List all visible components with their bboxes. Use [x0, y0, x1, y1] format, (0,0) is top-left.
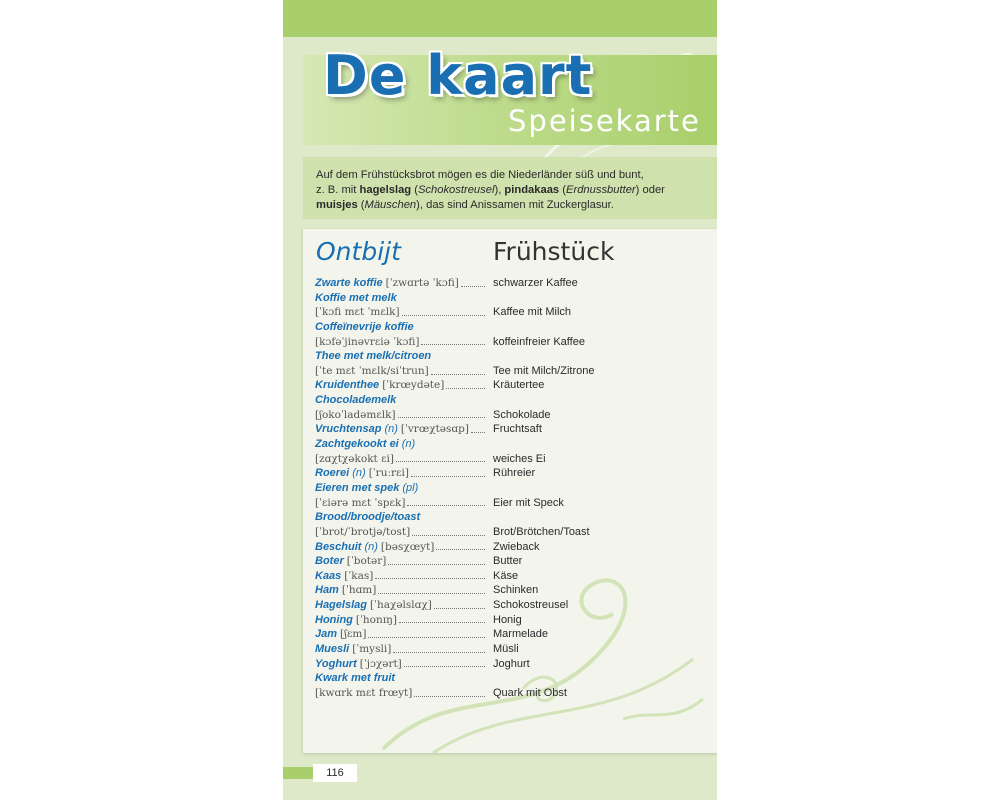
menu-row — [315, 554, 715, 569]
menu-row — [315, 466, 715, 481]
menu-row — [315, 613, 715, 628]
menu-row — [315, 642, 715, 657]
menu-row-term — [315, 583, 487, 598]
dutch-term: Beschuit — [315, 540, 362, 553]
menu-row-term — [315, 627, 487, 642]
dutch-term: Ham — [315, 584, 339, 597]
menu-row-term — [315, 540, 487, 555]
german-translation: Honig — [493, 613, 522, 626]
menu-row — [315, 452, 715, 467]
german-translation: Eier mit Speck — [493, 496, 564, 509]
pronunciation: [ˈbotər] — [346, 555, 387, 568]
dutch-term: Chocolademelk — [315, 394, 397, 407]
menu-row-term — [315, 408, 487, 423]
menu-row — [315, 569, 715, 584]
german-translation: Schokolade — [493, 408, 551, 421]
menu-row-term — [315, 364, 487, 379]
section-heading-nl: Ontbijt — [316, 237, 401, 266]
menu-row-term — [315, 335, 487, 350]
german-translation: koffeinfreier Kaffee — [493, 335, 585, 348]
menu-row — [315, 335, 715, 350]
pronunciation: [ˈruːrɛi] — [368, 467, 409, 480]
dot-leader — [446, 378, 485, 389]
grammar-tag: (pl) — [402, 481, 419, 494]
pronunciation: [ˈzwɑrtə ˈkɔfi] — [385, 277, 459, 289]
menu-row — [315, 496, 715, 511]
german-translation: Rühreier — [493, 467, 536, 480]
pronunciation: [zɑχtχəkokt ɛi] — [315, 452, 395, 465]
german-translation: Käse — [493, 569, 519, 582]
footer-green-bar — [283, 767, 313, 779]
german-translation: Quark mit Obst — [493, 686, 567, 699]
menu-panel — [303, 229, 717, 753]
menu-row — [315, 671, 715, 686]
dutch-term: Boter — [315, 555, 344, 568]
pronunciation: [ˈbrot/ˈbrotjə/tost] — [315, 525, 411, 538]
dutch-term: Kaas — [315, 569, 342, 582]
menu-row — [315, 437, 715, 452]
menu-row-term — [315, 569, 487, 584]
menu-row-term — [315, 452, 487, 467]
menu-row-term — [315, 320, 487, 335]
menu-row-term — [315, 642, 487, 657]
german-translation: Joghurt — [493, 657, 530, 670]
dutch-term: Hagelslag — [315, 599, 367, 612]
grammar-tag: (n) — [384, 423, 398, 436]
dutch-term: Eieren met spek — [315, 481, 400, 494]
pronunciation: [ˈɛiərə mɛt ˈspɛk] — [315, 496, 406, 509]
german-translation: Zwieback — [493, 540, 540, 553]
page-title: De kaart — [323, 44, 593, 107]
menu-row — [315, 598, 715, 613]
menu-row — [315, 627, 715, 642]
dot-leader — [461, 276, 485, 287]
dot-leader — [411, 466, 485, 477]
grammar-tag: (n) — [364, 540, 378, 553]
menu-row — [315, 540, 715, 555]
menu-row — [315, 276, 715, 291]
menu-row-term — [315, 437, 487, 452]
pronunciation: [ˈhaχəlslɑχ] — [369, 599, 432, 612]
menu-row-term — [315, 657, 487, 672]
menu-row-term — [315, 686, 487, 701]
german-translation: Butter — [493, 555, 523, 568]
pronunciation: [ˈte mɛt ˈmɛlk/siˈtrun] — [315, 364, 429, 377]
pronunciation: [ˈvrœχtəsɑp] — [400, 423, 469, 436]
menu-row — [315, 481, 715, 496]
menu-row-term — [315, 671, 487, 686]
dutch-term: Yoghurt — [315, 657, 357, 670]
menu-row — [315, 378, 715, 393]
menu-row — [315, 422, 715, 437]
menu-row-term — [315, 378, 487, 393]
menu-row-term — [315, 305, 487, 320]
dot-leader — [431, 364, 485, 375]
pronunciation: [ˈkɔfi mɛt ˈmɛlk] — [315, 306, 400, 319]
menu-row-term — [315, 291, 487, 306]
menu-row — [315, 291, 715, 306]
intro-text: Auf dem Frühstücksbrot mögen es die Niederländer süß und bunt, z. B. mit hagelslag (Schokostreusel), pindakaas (Erdnussbutter) oder muisjes (Mäuschen), das sind Anissamen mit Zuckerglasur. — [316, 169, 665, 211]
menu-row-term — [315, 496, 487, 511]
dutch-term: Honing — [315, 613, 353, 626]
dot-leader — [393, 642, 485, 653]
dutch-term: Coffeïnevrije koffie — [315, 320, 414, 333]
menu-row-term — [315, 525, 487, 540]
german-translation: Marmelade — [493, 628, 549, 641]
dutch-term: Roerei — [315, 467, 350, 480]
dot-leader — [436, 540, 485, 551]
pronunciation: [ˈhɑm] — [341, 584, 377, 597]
dot-leader — [402, 305, 485, 316]
dutch-term: Kwark met fruit — [315, 672, 396, 685]
pronunciation: [kɔfəˈjinəvrɛiə ˈkɔfi] — [315, 335, 420, 348]
dutch-term: Kruidenthee — [315, 379, 380, 392]
dot-leader — [368, 627, 485, 638]
dot-leader — [398, 408, 485, 419]
top-green-bar — [283, 0, 717, 37]
pronunciation: [ˈhonɪŋ] — [355, 613, 397, 626]
pronunciation: [ˈkas] — [344, 569, 374, 582]
menu-row-term — [315, 349, 487, 364]
dutch-term: Koffie met melk — [315, 291, 397, 304]
section-heading-de: Frühstück — [493, 237, 615, 266]
dot-leader — [375, 569, 485, 580]
pronunciation: [ˈmysli] — [352, 643, 392, 656]
page-subtitle: Speisekarte — [508, 104, 701, 138]
pronunciation: [ʃɛm] — [340, 628, 367, 641]
dot-leader — [404, 657, 485, 668]
grammar-tag: (n) — [401, 438, 416, 451]
menu-row — [315, 305, 715, 320]
dutch-term: Zwarte koffie — [315, 277, 383, 289]
menu-row — [315, 349, 715, 364]
dot-leader — [396, 452, 485, 463]
german-translation: Fruchtsaft — [493, 423, 542, 436]
menu-row — [315, 364, 715, 379]
menu-row-term — [315, 393, 487, 408]
dutch-term: Brood/broodje/toast — [315, 511, 421, 524]
intro-box — [303, 157, 717, 219]
dutch-term: Muesli — [315, 643, 350, 656]
menu-row — [315, 583, 715, 598]
dot-leader — [388, 554, 485, 565]
dot-leader — [399, 613, 485, 624]
menu-row — [315, 525, 715, 540]
dutch-term: Thee met melk/citroen — [315, 350, 432, 363]
menu-row-term — [315, 598, 487, 613]
german-translation: Kräutertee — [493, 379, 545, 392]
dutch-term: Zachtgekookt ei — [315, 438, 399, 451]
dot-leader — [421, 335, 485, 346]
dutch-term: Vruchtensap — [315, 423, 382, 436]
page-number: 116 — [313, 764, 357, 782]
pronunciation: [ʃokoˈladəmɛlk] — [315, 408, 396, 421]
menu-row — [315, 320, 715, 335]
pronunciation: [ˈjɔχərt] — [359, 657, 402, 670]
dot-leader — [414, 686, 485, 697]
menu-list — [315, 276, 715, 701]
dutch-term: Jam — [315, 628, 338, 641]
dot-leader — [378, 583, 485, 594]
menu-row-term — [315, 466, 487, 481]
menu-row-term — [315, 554, 487, 569]
menu-row-term — [315, 613, 487, 628]
german-translation: schwarzer Kaffee — [493, 277, 578, 289]
german-translation: Kaffee mit Milch — [493, 306, 572, 319]
menu-row-term — [315, 422, 487, 437]
german-translation: Brot/Brötchen/Toast — [493, 525, 590, 538]
dot-leader — [434, 598, 485, 609]
pronunciation: [ˈkrœydəte] — [382, 379, 445, 392]
german-translation: Schinken — [493, 584, 539, 597]
menu-row-term — [315, 481, 487, 496]
dot-leader — [471, 422, 485, 433]
german-translation: weiches Ei — [493, 452, 546, 465]
menu-row — [315, 686, 715, 701]
menu-row-term — [315, 510, 487, 525]
menu-row — [315, 393, 715, 408]
menu-row — [315, 657, 715, 672]
german-translation: Müsli — [493, 643, 519, 656]
menu-row-term — [315, 276, 487, 291]
dot-leader — [407, 496, 485, 507]
grammar-tag: (n) — [352, 467, 366, 480]
menu-row — [315, 510, 715, 525]
dot-leader — [412, 525, 485, 536]
book-page — [283, 0, 717, 800]
pronunciation: [bəsχœyt] — [380, 540, 435, 553]
pronunciation: [kwɑrk mɛt frœyt] — [315, 686, 413, 699]
menu-row — [315, 408, 715, 423]
german-translation: Schokostreusel — [493, 599, 569, 612]
german-translation: Tee mit Milch/Zitrone — [493, 364, 595, 377]
